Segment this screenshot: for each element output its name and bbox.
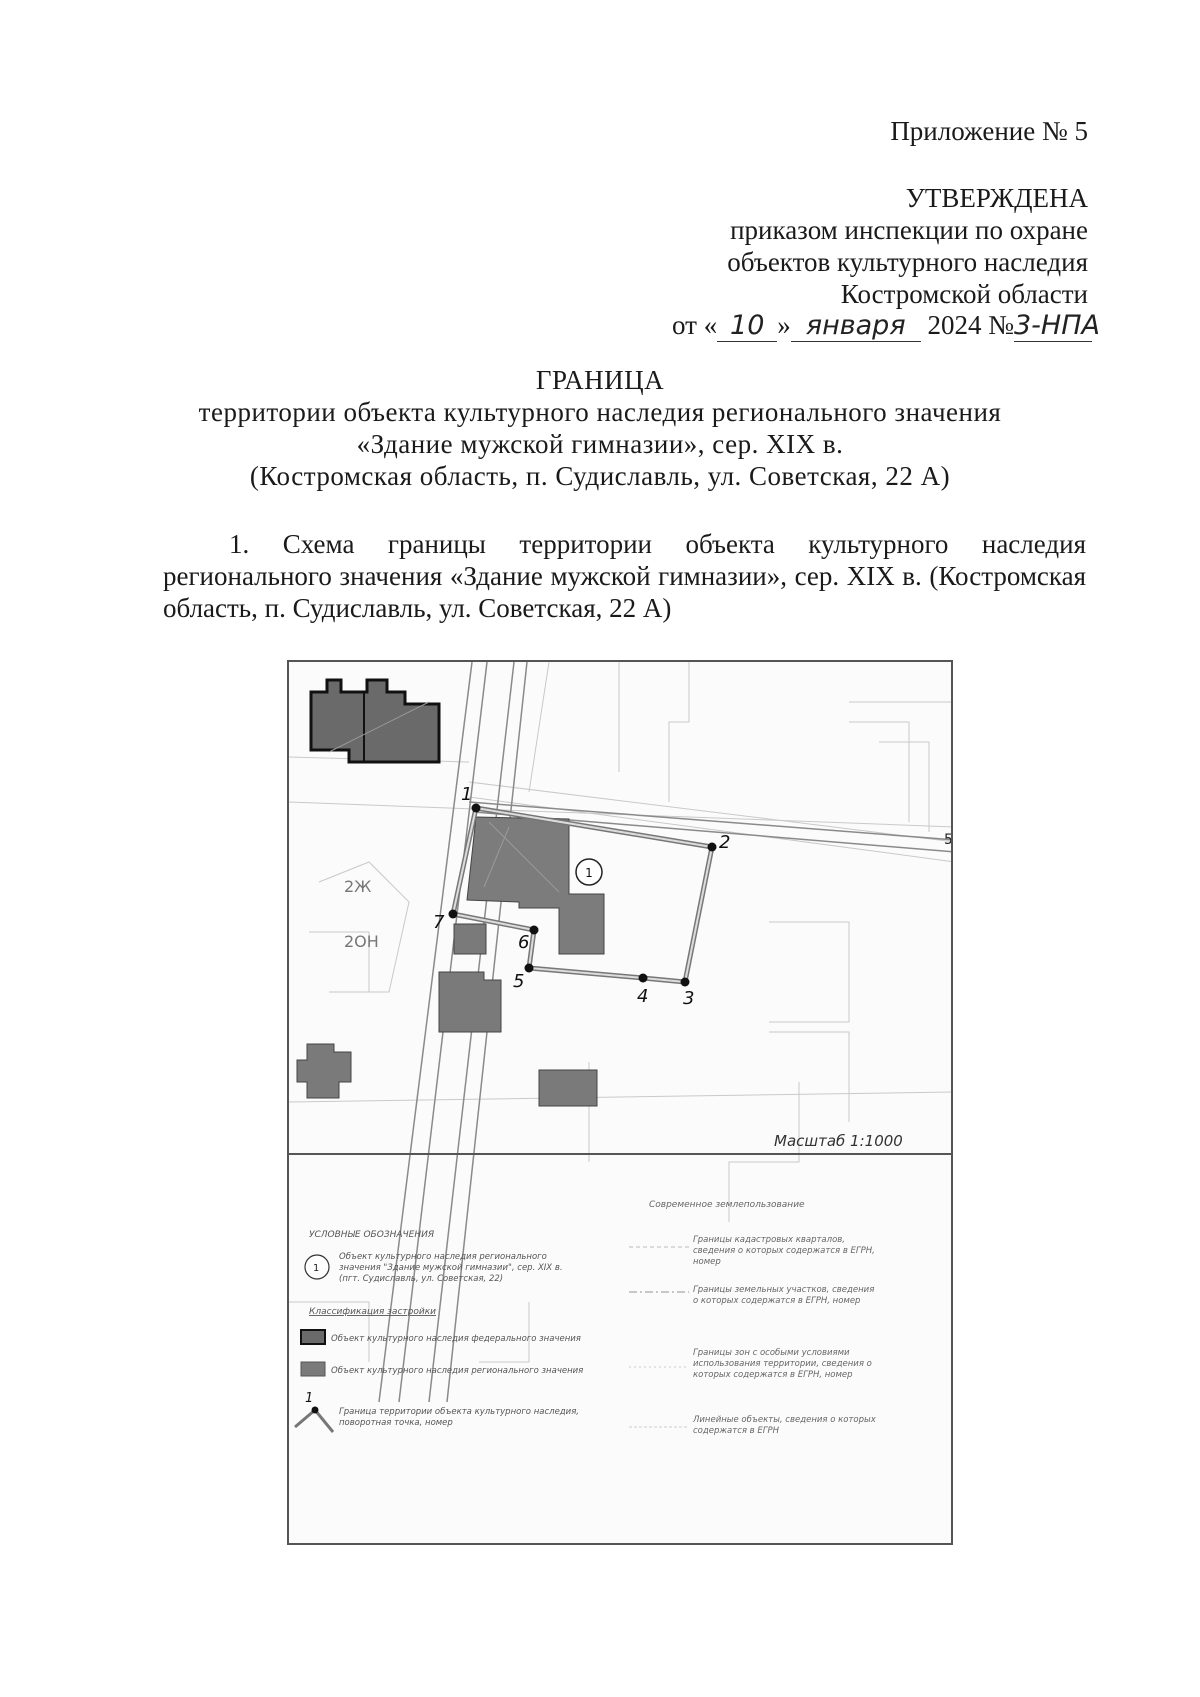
point-5-label: 5	[513, 971, 525, 992]
approved-word: УТВЕРЖДЕНА	[905, 183, 1088, 213]
legend-right	[629, 1200, 877, 1436]
order-date-line	[672, 310, 1100, 342]
handwritten-month: января	[791, 310, 921, 342]
federal-object-building	[311, 680, 439, 762]
legend-zones-text-2: использования территории, сведения о	[693, 1359, 872, 1369]
document-title	[150, 364, 1050, 492]
map-label-a: 2Ж	[344, 877, 372, 896]
legend-zones-text-1: Границы зон с особыми условиями	[693, 1348, 850, 1358]
legend-classification-title: Классификация застройки	[309, 1307, 436, 1317]
point-7-label: 7	[433, 912, 445, 933]
approved-by-line-1: приказом инспекции по охране	[730, 215, 1088, 245]
legend-linear-text-2: содержатся в ЕГРН	[693, 1426, 780, 1436]
legend-boundary-point	[312, 1407, 319, 1414]
date-mid: »	[777, 310, 791, 340]
point-6-dot	[530, 926, 539, 935]
point-1-dot	[472, 804, 481, 813]
legend-federal-swatch	[301, 1330, 325, 1344]
legend-boundary-text-1: Граница территории объекта культурного наследия,	[339, 1407, 580, 1417]
point-3-dot	[681, 978, 690, 987]
legend-boundary-text-2: поворотная точка, номер	[339, 1418, 453, 1428]
legend-object-text-2: значения "Здание мужской гимназии", сер. XIX в.	[339, 1263, 563, 1273]
legend-cadastral-text-1: Границы кадастровых кварталов,	[693, 1235, 845, 1245]
legend-federal-text: Объект культурного наследия федерального значения	[331, 1334, 581, 1344]
object-marker-number: 1	[585, 866, 593, 880]
point-4-label: 4	[637, 986, 649, 1007]
legend-object-text-1: Объект культурного наследия регионального	[339, 1252, 547, 1262]
point-6-label: 6	[518, 932, 530, 953]
approved-by-line-2: объектов культурного наследия	[727, 247, 1088, 277]
boundary-scheme-map	[287, 660, 953, 1545]
map-drawing	[289, 662, 953, 1545]
map-scale: Масштаб 1:1000	[774, 1132, 903, 1150]
building-left	[297, 1044, 351, 1098]
date-prefix: от «	[672, 310, 718, 340]
legend-title: УСЛОВНЫЕ ОБОЗНАЧЕНИЯ	[309, 1230, 435, 1240]
number-sign: №	[988, 310, 1014, 340]
legend-cadastral-text-2: сведения о которых содержатся в ЕГРН,	[693, 1246, 875, 1256]
map-label-b: 2ОН	[344, 932, 379, 951]
title-heading: ГРАНИЦА	[535, 365, 665, 395]
legend-parcels-text-2: о которых содержатся в ЕГРН, номер	[693, 1296, 861, 1306]
legend-regional-swatch	[301, 1362, 325, 1376]
legend-left	[295, 1230, 583, 1432]
legend-parcels-text-1: Границы земельных участков, сведения	[693, 1285, 875, 1295]
point-3-label: 3	[683, 988, 695, 1009]
legend-linear-text-1: Линейные объекты, сведения о которых	[693, 1415, 876, 1425]
legend-object-number: 1	[313, 1263, 320, 1274]
object-number-marker	[576, 859, 602, 885]
point-2-label: 2	[719, 832, 731, 853]
handwritten-number: 3-НПА	[1013, 310, 1100, 341]
building-small	[454, 924, 486, 954]
handwritten-day: 10	[717, 310, 777, 342]
title-line-3: «Здание мужской гимназии», сер. XIX в.	[356, 429, 844, 459]
legend-regional-text: Объект культурного наследия регионального значения	[331, 1366, 584, 1376]
regional-buildings	[297, 924, 597, 1106]
title-line-4: (Костромская область, п. Судиславль, ул. Советская, 22 А)	[249, 461, 951, 491]
point-4-dot	[639, 974, 648, 983]
building-bottom	[539, 1070, 597, 1106]
section-paragraph: 1. Схема границы территории объекта культурного наследия регионального значения «Здание мужской гимназии», сер. XIX в. (Костромская область, п. Судиславль, ул. Советская, 22 А)	[163, 529, 1086, 623]
approved-by-line-3: Костромской области	[840, 279, 1088, 309]
legend-boundary-number: 1	[305, 1391, 314, 1406]
approval-block	[628, 182, 1088, 310]
building-center	[439, 972, 501, 1032]
point-1-label: 1	[461, 784, 473, 805]
title-line-2: территории объекта культурного наследия регионального значения	[198, 397, 1002, 427]
appendix-label: Приложение № 5	[890, 116, 1088, 146]
legend-zones-text-3: которых содержатся в ЕГРН, номер	[693, 1370, 853, 1380]
legend-object-text-3: (пгт. Судиславль, ул. Советская, 22)	[339, 1274, 504, 1284]
legend-land-title: Современное землепользование	[649, 1200, 805, 1210]
point-5-dot	[525, 964, 534, 973]
date-year: 2024	[927, 310, 982, 340]
point-2-dot	[708, 843, 717, 852]
map-label-edge: 5	[944, 832, 953, 848]
point-7-dot	[449, 910, 458, 919]
legend-cadastral-text-3: номер	[693, 1257, 721, 1267]
